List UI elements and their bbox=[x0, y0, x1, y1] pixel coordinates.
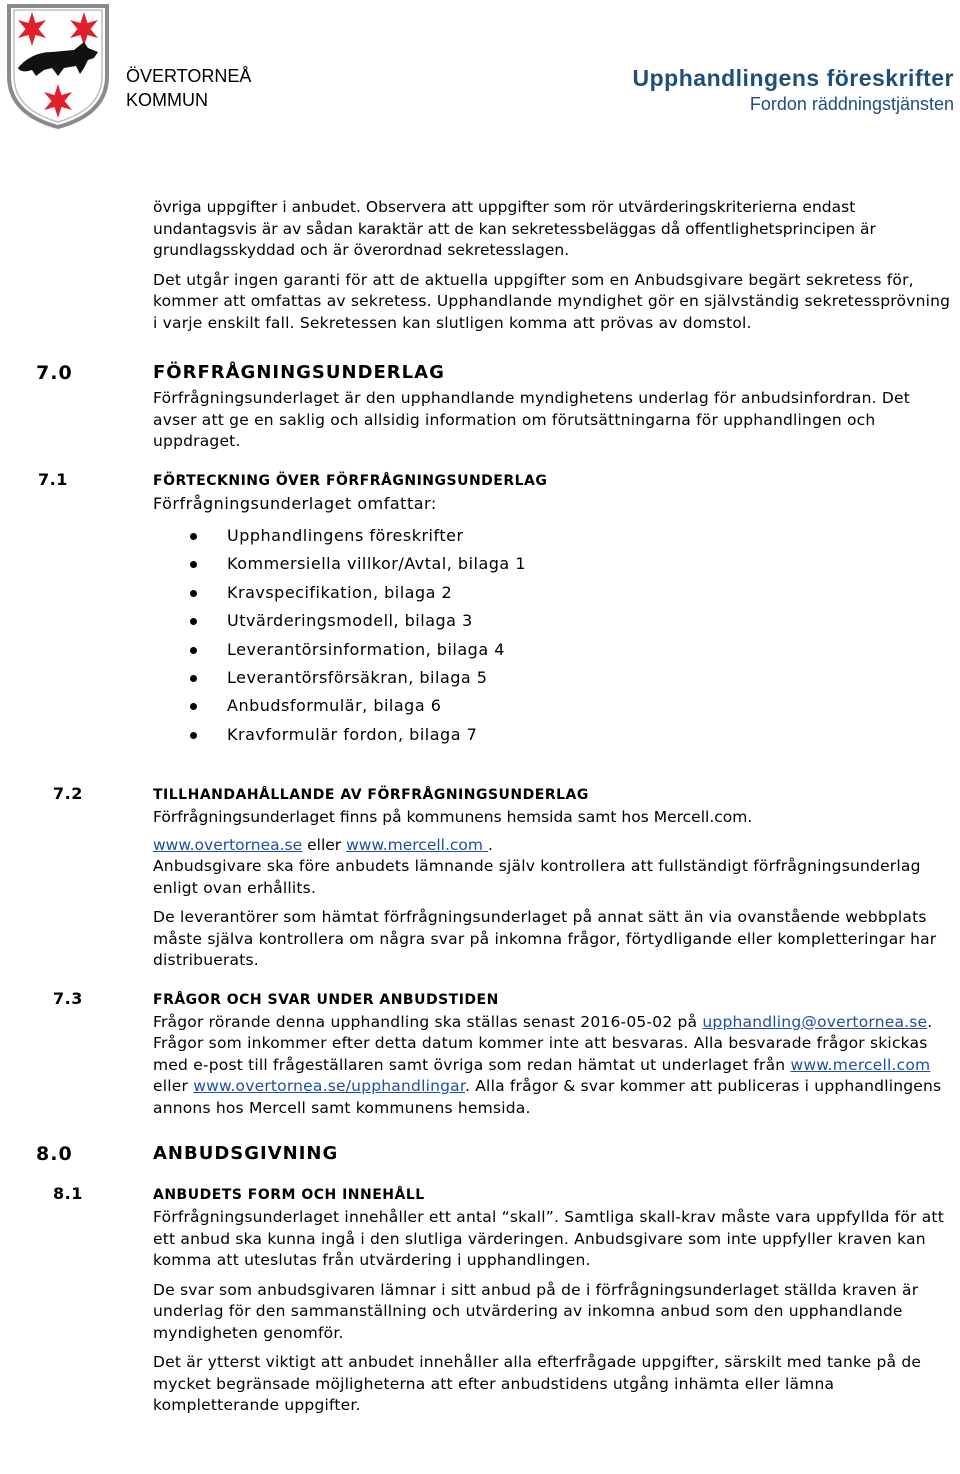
bullet-icon bbox=[190, 561, 197, 568]
section-number: 8.1 bbox=[53, 1184, 83, 1204]
mercell-link[interactable]: www.mercell.com bbox=[346, 835, 488, 854]
bullet-icon bbox=[190, 590, 197, 597]
section-7-3-paragraph: Frågor rörande denna upphandling ska ställas senast 2016-05-02 på upphandling@overtornea.se. Frågor som inkommer efter detta datum kommer inte att besvaras. Alla besvarade frågor skickas med e-post till frågeställaren samt övriga som redan hämtat ut underlaget från www.mercell.com eller www.overtornea.se/upphandlingar. Alla frågor & svar kommer att publiceras i upphandlingens annons hos Mercell samt kommunens hemsida. bbox=[153, 1012, 942, 1117]
section-8-1-heading bbox=[53, 1184, 960, 1205]
title-text: Upphandlingens föreskrifter bbox=[632, 65, 954, 91]
section-7-2-paragraph-1: Förfrågningsunderlaget finns på kommunens hemsida samt hos Mercell.com. bbox=[153, 808, 753, 827]
section-8-1-paragraph-3: Det är ytterst viktigt att anbudet innehåller alla efterfrågade uppgifter, särskilt med tanke på de mycket begränsade möjligheterna att efter anbudstidens utgång inhämta eller lämna kompletterande uppgifter. bbox=[153, 1353, 922, 1415]
section-title: FÖRTECKNING ÖVER FÖRFRÅGNINGSUNDERLAG bbox=[153, 472, 548, 489]
section-number: 7.1 bbox=[38, 469, 68, 489]
document-body bbox=[0, 197, 960, 1417]
list-item: Utvärderingsmodell, bilaga 3 bbox=[190, 611, 960, 639]
section-7-2-links: www.overtornea.se eller www.mercell.com . bbox=[153, 835, 493, 854]
section-number: 7.2 bbox=[53, 784, 83, 804]
list-item: Anbudsformulär, bilaga 6 bbox=[190, 696, 960, 724]
section-title: FÖRFRÅGNINGSUNDERLAG bbox=[153, 362, 445, 383]
bullet-icon bbox=[190, 675, 197, 682]
list-item: Leverantörsförsäkran, bilaga 5 bbox=[190, 668, 960, 696]
section-8-1-paragraph-1: Förfrågningsunderlaget innehåller ett antal “skall”. Samtliga skall-krav måste vara uppfyllda för att ett anbud ska kunna ingå i den slutliga värderingen. Anbudsgivare som inte uppfyller kraven kan komma att uteslutas från utvärdering i upphandlingen. bbox=[153, 1208, 944, 1270]
document-list bbox=[190, 526, 960, 753]
section-8-0-heading bbox=[36, 1143, 960, 1166]
bullet-icon bbox=[190, 533, 197, 540]
section-7-2-paragraph-2: Anbudsgivare ska före anbudets lämnande själv kontrollera att fullständigt förfrågningsunderlag enligt ovan erhållits. bbox=[153, 857, 921, 897]
email-link[interactable]: upphandling@overtornea.se bbox=[702, 1012, 928, 1031]
organization-name bbox=[126, 64, 251, 112]
coat-of-arms-logo bbox=[4, 2, 112, 130]
section-7-1-intro: Förfrågningsunderlaget omfattar: bbox=[153, 493, 437, 513]
bullet-icon bbox=[190, 618, 197, 625]
page-header bbox=[0, 0, 960, 140]
mercell-link[interactable]: www.mercell.com bbox=[790, 1055, 931, 1074]
section-8-1-paragraph-2: De svar som anbudsgivaren lämnar i sitt anbud på de i förfrågningsunderlaget ställda kraven är underlag för den sammanställning och utvärdering av inkomna anbud som den upphandlande myndigheten genomför. bbox=[153, 1280, 919, 1342]
list-item: Kommersiella villkor/Avtal, bilaga 1 bbox=[190, 554, 960, 582]
bullet-icon bbox=[190, 703, 197, 710]
bullet-icon bbox=[190, 647, 197, 654]
list-item: Leverantörsinformation, bilaga 4 bbox=[190, 640, 960, 668]
section-7-2-paragraph-3: De leverantörer som hämtat förfrågningsunderlaget på annat sätt än via ovanstående webbplats måste själva kontrollera om några svar på inkomna frågor, förtydligande eller kompletteringar har distribuerats. bbox=[153, 908, 937, 970]
list-item: Kravspecifikation, bilaga 2 bbox=[190, 583, 960, 611]
section-number: 8.0 bbox=[36, 1143, 73, 1166]
intro-paragraph-2: Det utgår ingen garanti för att de aktuella uppgifter som en Anbudsgivare begärt sekretess för, kommer att omfattas av sekretess. Upphandlande myndighet gör en självständig sekretessprövning i varje enskilt fall. Sekretessen kan slutligen komma att prövas av domstol. bbox=[153, 270, 951, 332]
intro-paragraph-1: övriga uppgifter i anbudet. Observera att uppgifter som rör utvärderingskriterierna endast undantagsvis är av sådan karaktär att de kan sekretessbeläggas då offentlighetsprincipen är grundlagsskyddad och är överordnad sekretesslagen. bbox=[153, 198, 876, 259]
section-7-3-heading bbox=[53, 988, 960, 1010]
section-7-0-heading bbox=[36, 362, 960, 384]
section-title: TILLHANDAHÅLLANDE AV FÖRFRÅGNINGSUNDERLAG bbox=[153, 787, 589, 804]
section-7-2-heading bbox=[53, 784, 960, 805]
section-number: 7.0 bbox=[36, 362, 73, 384]
org-line-2: KOMMUN bbox=[126, 90, 208, 110]
bullet-icon bbox=[190, 732, 197, 739]
section-7-0-paragraph: Förfrågningsunderlaget är den upphandlande myndighetens underlag för anbudsinfordran. Det avser att ge en saklig och allsidig information om förutsättningarna för upphandlingen och uppdraget. bbox=[153, 389, 911, 450]
subtitle-text: Fordon räddningstjänsten bbox=[749, 94, 954, 114]
list-item: Kravformulär fordon, bilaga 7 bbox=[190, 725, 960, 753]
org-line-1: ÖVERTORNEÅ bbox=[126, 66, 252, 86]
overtornea-upphandlingar-link[interactable]: www.overtornea.se/upphandlingar bbox=[193, 1077, 465, 1096]
document-title bbox=[633, 64, 954, 116]
overtornea-link[interactable]: www.overtornea.se bbox=[153, 835, 303, 854]
section-title: FRÅGOR OCH SVAR UNDER ANBUDSTIDEN bbox=[153, 991, 499, 1008]
section-number: 7.3 bbox=[53, 988, 83, 1008]
section-title: ANBUDSGIVNING bbox=[153, 1143, 339, 1165]
section-7-1-heading bbox=[38, 469, 960, 491]
section-title: ANBUDETS FORM OCH INNEHÅLL bbox=[153, 1187, 425, 1204]
list-item: Upphandlingens föreskrifter bbox=[190, 526, 960, 554]
